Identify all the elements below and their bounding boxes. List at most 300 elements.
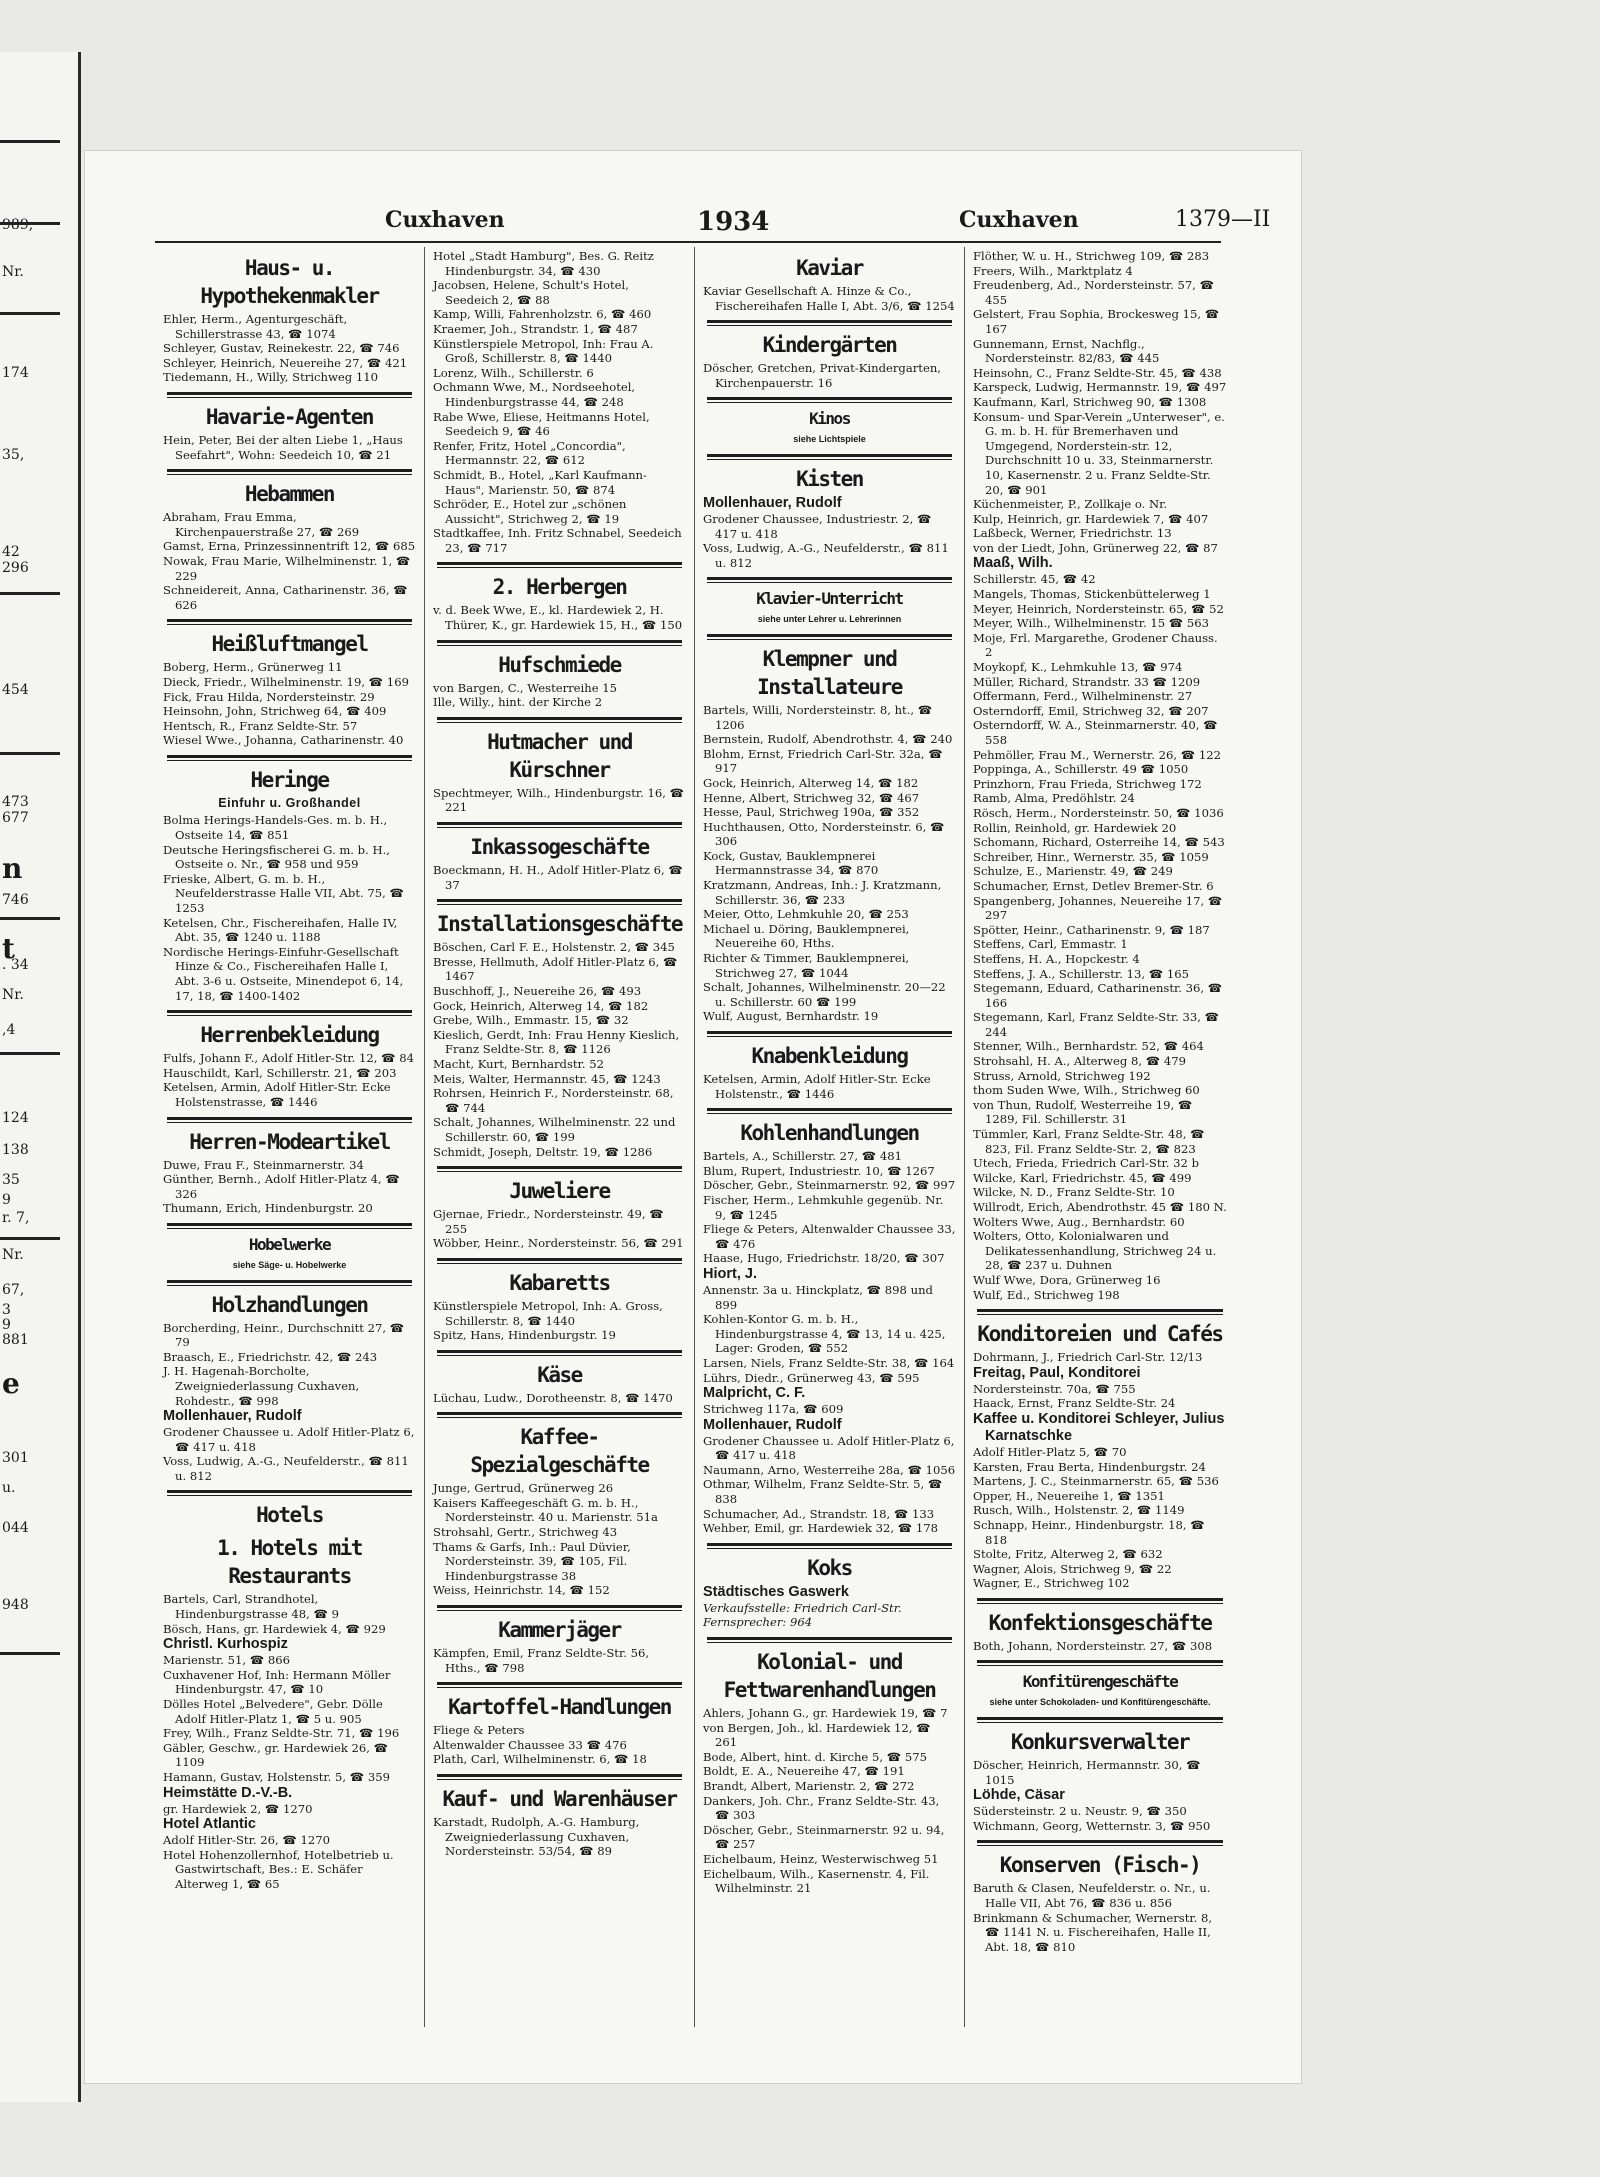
directory-entry: Grodener Chaussee, Industriestr. 2, ☎ 417 u. 418	[703, 511, 932, 541]
section-heading: Holzhandlungen	[211, 1292, 368, 1317]
adjacent-page-fragment: 948	[2, 1597, 29, 1613]
directory-entry: Othmar, Wilhelm, Franz Seldte-Str. 5, ☎ 838	[703, 1477, 943, 1507]
directory-entry: Fernsprecher: 964	[703, 1615, 813, 1630]
section-heading: Juweliere	[509, 1179, 610, 1204]
directory-entry: Dankers, Joh. Chr., Franz Seldte-Str. 43, ☎ 303	[703, 1793, 940, 1823]
adjacent-page-fragment: 301	[2, 1450, 29, 1466]
directory-entry: Döscher, Heinrich, Hermannstr. 30, ☎ 1015	[973, 1758, 1201, 1787]
section-heading: Klavier-Unterricht	[756, 589, 903, 609]
directory-entry: Gäbler, Geschw., gr. Hardewiek 26, ☎ 1109	[163, 1740, 389, 1770]
section-rule	[437, 1350, 682, 1356]
section-heading: Käse	[537, 1362, 582, 1387]
section-rule	[167, 1223, 412, 1229]
section-rule	[977, 1840, 1223, 1846]
section-heading: Konditoreien und Cafés	[977, 1322, 1223, 1347]
directory-entry: Hesse, Paul, Strichweg 190a, ☎ 352	[703, 805, 920, 820]
directory-entry: thom Suden Wwe, Wilh., Strichweg 60	[973, 1083, 1200, 1098]
adjacent-page-fragment: 124	[2, 1110, 29, 1126]
directory-entry: Hein, Peter, Bei der alten Liebe 1, „Haus Seefahrt", Wohn: Seedeich 10, ☎ 21	[163, 432, 403, 462]
section-rule	[167, 619, 412, 625]
section-heading: Hufschmiede	[498, 652, 621, 677]
adjacent-page-fragment: . 34	[2, 957, 29, 973]
adjacent-page-fragment: 454	[2, 682, 29, 698]
directory-entry: Schalt, Johannes, Wilhelminenstr. 20—22 u. Schillerstr. 60 ☎ 199	[703, 980, 946, 1009]
directory-entry: Moykopf, K., Lehmkuhle 13, ☎ 974	[973, 660, 1183, 675]
directory-entry: Schleyer, Gustav, Reinekestr. 22, ☎ 746	[163, 341, 400, 356]
section-rule	[707, 1031, 952, 1037]
section-heading: Kaffee-Spezialgeschäfte	[470, 1425, 649, 1478]
directory-entry: Renfer, Fritz, Hotel „Concordia", Hermannstr. 22, ☎ 612	[433, 438, 626, 468]
section-heading: Klempner und Installateure	[757, 646, 902, 699]
directory-entry: Tiedemann, H., Willy, Strichweg 110	[163, 370, 379, 385]
section-rule	[707, 577, 952, 583]
directory-entry: Kratzmann, Andreas, Inh.: J. Kratzmann, Schillerstr. 36, ☎ 233	[703, 878, 942, 907]
section-rule	[167, 1117, 412, 1123]
directory-entry: Gock, Heinrich, Alterweg 14, ☎ 182	[433, 998, 649, 1013]
directory-entry: Haack, Ernst, Franz Seldte-Str. 24	[973, 1396, 1176, 1411]
header-city-left: Cuxhaven	[385, 207, 505, 233]
directory-entry: Lührs, Diedr., Grünerweg 43, ☎ 595	[703, 1370, 920, 1385]
section-rule	[707, 1637, 952, 1643]
section-heading: Kaviar	[796, 256, 863, 280]
directory-entry: Günther, Bernh., Adolf Hitler-Platz 4, ☎ 326	[163, 1172, 400, 1201]
section-rule	[977, 1660, 1223, 1666]
section-rule	[437, 1412, 682, 1418]
directory-entry: Steffens, Carl, Emmastr. 1	[973, 937, 1128, 952]
adjacent-page-rule	[0, 1237, 60, 1240]
directory-entry: von Thun, Rudolf, Westerreihe 19, ☎ 1289, Fil. Schillerstr. 31	[973, 1097, 1193, 1127]
directory-entry: Küchenmeister, P., Zollkaje o. Nr.	[973, 497, 1168, 512]
directory-entry: Künstlerspiele Metropol, Inh: A. Gross, Schillerstr. 8, ☎ 1440	[433, 1298, 663, 1328]
directory-entry: Flöther, W. u. H., Strichweg 109, ☎ 283	[973, 249, 1210, 263]
directory-entry: Wolters Wwe, Aug., Bernhardstr. 60	[973, 1214, 1185, 1229]
directory-entry: Cuxhavener Hof, Inh: Hermann Möller Hindenburgstr. 47, ☎ 10	[163, 1667, 391, 1697]
section-rule	[437, 822, 682, 828]
directory-entry: Boldt, E. A., Neuereihe 47, ☎ 191	[703, 1764, 905, 1779]
directory-entry: Buschhoff, J., Neuereihe 26, ☎ 493	[433, 984, 642, 998]
adjacent-page-fragment: 42	[2, 544, 20, 560]
adjacent-page-fragment: 138	[2, 1142, 29, 1158]
section-rule	[167, 1280, 412, 1286]
adjacent-page-rule	[0, 1652, 60, 1655]
column-4	[965, 247, 1235, 2027]
directory-entry: gr. Hardewiek 2, ☎ 1270	[163, 1801, 313, 1816]
adjacent-page-fragment: 67,	[2, 1282, 25, 1298]
adjacent-page-edge	[0, 52, 81, 2102]
cross-reference: siehe Lichtspiele	[793, 434, 866, 445]
directory-entry: Künstlerspiele Metropol, Inh: Frau A. Groß, Schillerstr. 8, ☎ 1440	[433, 336, 654, 366]
adjacent-page-fragment: 989,	[2, 217, 34, 233]
section-rule	[977, 1309, 1223, 1315]
directory-entry: Fick, Frau Hilda, Nordersteinstr. 29	[163, 689, 375, 704]
section-rule	[707, 1543, 952, 1549]
directory-entry: Nordersteinstr. 70a, ☎ 755	[973, 1381, 1136, 1396]
section-rule	[437, 1774, 682, 1780]
directory-entry: Altenwalder Chaussee 33 ☎ 476	[433, 1737, 627, 1752]
directory-entry: Hotel Hohenzollernhof, Hotelbetrieb u. Gastwirtschaft, Bes.: E. Schäfer Alterweg 1, ☎ 65	[163, 1847, 394, 1891]
section-heading: Konfitürengeschäfte	[1022, 1672, 1178, 1692]
directory-page	[84, 150, 1302, 2084]
directory-entry: Karspeck, Ludwig, Hermannstr. 19, ☎ 497	[973, 380, 1227, 395]
directory-entry: Bartels, A., Schillerstr. 27, ☎ 481	[703, 1149, 903, 1164]
directory-entry: Spitz, Hans, Hindenburgstr. 19	[433, 1328, 616, 1343]
directory-entry: Döscher, Gebr., Steinmarnerstr. 92, ☎ 997	[703, 1178, 956, 1193]
directory-entry: Stadtkaffee, Inh. Fritz Schnabel, Seedeich 23, ☎ 717	[433, 526, 682, 555]
directory-entry: Hotel „Stadt Hamburg", Bes. G. Reitz Hindenburgstr. 34, ☎ 430	[433, 249, 654, 278]
section-heading: Kabaretts	[509, 1270, 610, 1295]
directory-entry: Huchthausen, Otto, Nordersteinstr. 6, ☎ 306	[703, 819, 945, 849]
directory-entry: Pehmöller, Frau M., Wernerstr. 26, ☎ 122	[973, 747, 1221, 762]
directory-entry: Fischer, Herm., Lehmkuhle gegenüb. Nr. 9, ☎ 1245	[703, 1192, 944, 1222]
directory-entry: Willrodt, Erich, Abendrothstr. 45 ☎ 180 N.	[973, 1200, 1227, 1214]
section-heading: Konkursverwalter	[1010, 1730, 1190, 1755]
section-heading: Kolonial- und Fettwarenhandlungen	[723, 1650, 936, 1703]
section-rule	[437, 717, 682, 723]
section-rule	[437, 1258, 682, 1264]
directory-entry: Eichelbaum, Wilh., Kasernenstr. 4, Fil. Wilhelminstr. 21	[703, 1866, 930, 1896]
section-rule	[437, 1682, 682, 1688]
directory-entry: von Bergen, Joh., kl. Hardewiek 12, ☎ 261	[703, 1720, 931, 1750]
directory-entry: Jacobsen, Helene, Schult's Hotel, Seedeich 2, ☎ 88	[433, 278, 629, 307]
directory-entry: Konsum- und Spar-Verein „Unterweser", e. G. m. b. H. für Bremerhaven und Umgegend, Norderstein-str. 12, Durchschnitt 10 u. 33, Steinmarnerstr. 10, Kasernenstr. 2 u. Franz Seldte-Str. 20, ☎ 901	[973, 409, 1225, 497]
directory-entry: Fulfs, Johann F., Adolf Hitler-Str. 12, ☎ 84	[163, 1051, 414, 1066]
adjacent-page-fragment: n	[2, 852, 23, 885]
directory-entry: Henne, Albert, Strichweg 32, ☎ 467	[703, 790, 920, 805]
directory-entry: Rollin, Reinhold, gr. Hardewiek 20	[973, 820, 1177, 835]
directory-entry: Laßbeck, Werner, Friedrichstr. 13	[973, 526, 1172, 541]
directory-entry: Boeckmann, H. H., Adolf Hitler-Platz 6, ☎ 37	[433, 863, 683, 892]
directory-entry: Karsten, Frau Berta, Hindenburgstr. 24	[973, 1459, 1206, 1474]
section-heading: 2. Herbergen	[492, 575, 627, 600]
directory-entry: Osterndorff, Emil, Strichweg 32, ☎ 207	[973, 703, 1209, 718]
directory-entry: Wiesel Wwe., Johanna, Catharinenstr. 40	[163, 733, 404, 748]
directory-entry: Spötter, Heinr., Catharinenstr. 9, ☎ 187	[973, 922, 1210, 937]
section-rule	[167, 1010, 412, 1016]
section-heading: Kinos	[809, 409, 850, 429]
header-city-right: Cuxhaven	[959, 207, 1079, 233]
adjacent-page-rule	[0, 1052, 60, 1055]
cross-reference: siehe Säge- u. Hobelwerke	[232, 1259, 347, 1270]
section-heading: Inkassogeschäfte	[470, 835, 649, 860]
directory-entry: Wilcke, Karl, Friedrichstr. 45, ☎ 499	[973, 1170, 1192, 1185]
directory-entry: Hentsch, R., Franz Seldte-Str. 57	[163, 718, 358, 733]
adjacent-page-fragment: e	[2, 1367, 20, 1400]
section-heading: Konfektionsgeschäfte	[988, 1610, 1212, 1635]
directory-entry: Plath, Carl, Wilhelminenstr. 6, ☎ 18	[433, 1752, 647, 1767]
directory-entry: Blohm, Ernst, Friedrich Carl-Str. 32a, ☎ 917	[703, 746, 943, 776]
section-heading: Knabenkleidung	[751, 1044, 908, 1068]
section-heading: Heringe	[250, 767, 329, 792]
directory-entry: Rabe Wwe, Eliese, Heitmanns Hotel, Seedeich 9, ☎ 46	[433, 409, 650, 439]
directory-entry: Michael u. Döring, Bauklempnerei, Neuereihe 60, Hths.	[703, 921, 910, 951]
directory-entry: Ille, Willy., hint. der Kirche 2	[433, 695, 603, 710]
directory-entry: Ahlers, Johann G., gr. Hardewiek 19, ☎ 7	[703, 1706, 948, 1721]
directory-entry: Wehber, Emil, gr. Hardewiek 32, ☎ 178	[703, 1521, 938, 1536]
directory-entry: Ochmann Wwe, M., Nordseehotel, Hindenburgstrasse 44, ☎ 248	[433, 380, 636, 409]
directory-entry: Böschen, Carl F. E., Holstenstr. 2, ☎ 345	[433, 940, 675, 955]
directory-entry: Kamp, Willi, Fahrenholzstr. 6, ☎ 460	[433, 307, 652, 322]
directory-entry: Hotel Atlantic	[163, 1816, 256, 1833]
adjacent-page-fragment: 35	[2, 1172, 20, 1188]
directory-entry: Kraemer, Joh., Strandstr. 1, ☎ 487	[433, 321, 638, 336]
directory-entry: Hiort, J.	[703, 1265, 757, 1282]
directory-entry: Rösch, Herm., Nordersteinstr. 50, ☎ 1036	[973, 805, 1224, 820]
directory-entry: Brandt, Albert, Marienstr. 2, ☎ 272	[703, 1779, 915, 1793]
adjacent-page-fragment: 35,	[2, 447, 25, 463]
directory-entry: Offermann, Ferd., Wilhelminenstr. 27	[973, 689, 1193, 704]
directory-entry: Marienstr. 51, ☎ 866	[163, 1653, 290, 1668]
directory-entry: Voss, Ludwig, A.-G., Neufelderstr., ☎ 811 u. 812	[163, 1454, 409, 1483]
section-heading: Haus- u. Hypothekenmakler	[200, 256, 379, 308]
directory-entry: Meier, Otto, Lehmkuhle 20, ☎ 253	[703, 907, 909, 922]
directory-entry: Ketelsen, Armin, Adolf Hitler-Str. Ecke Holstenstrasse, ☎ 1446	[163, 1080, 391, 1109]
section-rule	[167, 755, 412, 761]
directory-entry: Both, Johann, Nordersteinstr. 27, ☎ 308	[973, 1638, 1213, 1653]
directory-entry: Bartels, Willi, Nordersteinstr. 8, ht., ☎ 1206	[703, 702, 933, 732]
directory-entry: Kaviar Gesellschaft A. Hinze & Co., Fischereihafen Halle I, Abt. 3/6, ☎ 1254	[703, 284, 955, 313]
section-rule	[167, 469, 412, 475]
directory-entry: Freudenberg, Ad., Nordersteinstr. 57, ☎ 455	[973, 278, 1215, 307]
directory-entry: Blum, Rupert, Industriestr. 10, ☎ 1267	[703, 1163, 935, 1178]
section-rule	[437, 1605, 682, 1611]
directory-entry: Kaffee u. Konditorei Schleyer, Julius Karnatschke	[973, 1410, 1225, 1444]
directory-entry: Ketelsen, Chr., Fischereihafen, Halle IV, Abt. 35, ☎ 1240 u. 1188	[163, 915, 398, 945]
directory-entry: Weiss, Heinrichstr. 14, ☎ 152	[433, 1583, 610, 1598]
header-rule	[155, 241, 1221, 243]
adjacent-page-fragment: 746	[2, 892, 29, 908]
directory-entry: Junge, Gertrud, Grünerweg 26	[433, 1481, 614, 1496]
directory-entry: Voss, Ludwig, A.-G., Neufelderstr., ☎ 811 u. 812	[703, 541, 949, 570]
directory-entry: Mangels, Thomas, Stickenbüttelerweg 1	[973, 587, 1211, 602]
directory-entry: Müller, Richard, Strandstr. 33 ☎ 1209	[973, 674, 1201, 689]
directory-entry: von der Liedt, John, Grünerweg 22, ☎ 87	[973, 540, 1218, 555]
section-rule	[707, 634, 952, 640]
directory-entry: Grodener Chaussee u. Adolf Hitler-Platz 6, ☎ 417 u. 418	[163, 1425, 415, 1454]
adjacent-page-fragment: Nr.	[2, 1247, 24, 1263]
directory-entry: Kulp, Heinrich, gr. Hardewiek 7, ☎ 407	[973, 511, 1209, 526]
directory-entry: Malpricht, C. F.	[703, 1385, 806, 1402]
directory-entry: Eichelbaum, Heinz, Westerwischweg 51	[703, 1851, 939, 1866]
section-subheading: Einfuhr u. Großhandel	[218, 795, 361, 810]
section-rule	[977, 1717, 1223, 1723]
directory-entry: Dieck, Friedr., Wilhelminenstr. 19, ☎ 169	[163, 674, 409, 689]
directory-entry: Macht, Kurt, Bernhardstr. 52	[433, 1056, 604, 1071]
directory-entry: Stenner, Wilh., Bernhardstr. 52, ☎ 464	[973, 1039, 1204, 1054]
directory-entry: Kohlen-Kontor G. m. b. H., Hindenburgstrasse 4, ☎ 13, 14 u. 425, Lager: Groden, ☎ 552	[703, 1312, 946, 1356]
directory-entry: Ketelsen, Armin, Adolf Hitler-Str. Ecke Holstenstr., ☎ 1446	[703, 1072, 931, 1101]
directory-entry: Hamann, Gustav, Holstenstr. 5, ☎ 359	[163, 1770, 391, 1784]
adjacent-page-rule	[0, 752, 60, 755]
directory-entry: Schreiber, Hinr., Wernerstr. 35, ☎ 1059	[973, 849, 1209, 864]
directory-entry: Boberg, Herm., Grünerweg 11	[163, 660, 343, 675]
adjacent-page-fragment: 9	[2, 1317, 11, 1333]
section-heading: Kauf- und Warenhäuser	[442, 1787, 677, 1811]
directory-entry: Meyer, Heinrich, Nordersteinstr. 65, ☎ 52	[973, 601, 1224, 616]
adjacent-page-fragment: 881	[2, 1332, 29, 1348]
adjacent-page-fragment: 296	[2, 560, 29, 576]
section-heading: Kammerjäger	[498, 1618, 621, 1643]
directory-entry: Schulze, E., Marienstr. 49, ☎ 249	[973, 864, 1173, 879]
directory-entry: Bösch, Hans, gr. Hardewiek 4, ☎ 929	[163, 1621, 386, 1636]
directory-entry: Baruth & Clasen, Neufelderstr. o. Nr., u. Halle VII, Abt 76, ☎ 836 u. 856	[973, 1881, 1211, 1911]
section-rule	[707, 397, 952, 403]
directory-entry: Wagner, E., Strichweg 102	[973, 1576, 1130, 1591]
section-heading: Kindergärten	[762, 333, 897, 358]
section-heading: Installationsgeschäfte	[436, 912, 683, 937]
directory-entry: Fliege & Peters	[433, 1723, 525, 1738]
adjacent-page-fragment: 473	[2, 794, 29, 810]
section-rule	[707, 320, 952, 326]
directory-entry: Bode, Albert, hint. d. Kirche 5, ☎ 575	[703, 1749, 927, 1764]
directory-entry: Spangenberg, Johannes, Neuereihe 17, ☎ 297	[973, 893, 1223, 923]
header-page-number: 1379—II	[1175, 207, 1271, 232]
directory-entry: Städtisches Gaswerk	[703, 1583, 849, 1600]
directory-entry: Gock, Heinrich, Alterweg 14, ☎ 182	[703, 775, 919, 790]
section-rule	[437, 640, 682, 646]
adjacent-page-fragment: u.	[2, 1480, 16, 1496]
directory-entry: Wichmann, Georg, Wetternstr. 3, ☎ 950	[973, 1818, 1211, 1833]
adjacent-page-rule	[0, 222, 60, 225]
directory-entry: Struss, Arnold, Strichweg 192	[973, 1068, 1151, 1083]
section-heading: Kisten	[796, 466, 863, 491]
adjacent-page-rule	[0, 312, 60, 315]
directory-entry: Verkaufsstelle: Friedrich Carl-Str.	[703, 1600, 902, 1615]
directory-entry: Schmidt, B., Hotel, „Karl Kaufmann-Haus", Marienstr. 50, ☎ 874	[433, 467, 647, 497]
directory-entry: Thams & Garfs, Inh.: Paul Düvier, Nordersteinstr. 39, ☎ 105, Fil. Hindenburgstrasse 38	[433, 1539, 631, 1583]
section-heading: Konserven (Fisch-)	[999, 1853, 1201, 1878]
running-header	[85, 207, 1301, 237]
adjacent-page-fragment: 9	[2, 1192, 11, 1208]
directory-entry: Adolf Hitler-Str. 26, ☎ 1270	[163, 1833, 330, 1848]
directory-entry: Strichweg 117a, ☎ 609	[703, 1402, 844, 1417]
directory-entry: Schleyer, Heinrich, Neuereihe 27, ☎ 421	[163, 355, 408, 370]
directory-entry: von Bargen, C., Westerreihe 15	[433, 680, 618, 695]
section-heading: Heißluftmangel	[211, 632, 368, 657]
directory-entry: Annenstr. 3a u. Hinckplatz, ☎ 898 und 899	[703, 1282, 933, 1312]
directory-columns	[155, 247, 1235, 2027]
directory-entry: Heinsohn, John, Strichweg 64, ☎ 409	[163, 704, 387, 719]
adjacent-page-fragment: 3	[2, 1302, 11, 1318]
adjacent-page-fragment: 174	[2, 365, 29, 381]
directory-entry: Kämpfen, Emil, Franz Seldte-Str. 56, Hths., ☎ 798	[433, 1646, 650, 1675]
section-heading: Herrenbekleidung	[200, 1023, 379, 1048]
directory-entry: Grebe, Wilh., Emmastr. 15, ☎ 32	[433, 1013, 629, 1028]
directory-entry: Schomann, Richard, Osterreihe 14, ☎ 543	[973, 835, 1225, 850]
directory-entry: Döscher, Gretchen, Privat-Kindergarten, Kirchenpauerstr. 16	[703, 361, 941, 390]
section-heading: Hebammen	[244, 482, 335, 507]
directory-entry: Adolf Hitler-Platz 5, ☎ 70	[973, 1444, 1127, 1459]
directory-entry: Poppinga, A., Schillerstr. 49 ☎ 1050	[973, 762, 1189, 777]
section-heading: Kartoffel-Handlungen	[448, 1695, 671, 1720]
directory-entry: Stolte, Fritz, Alterweg 2, ☎ 632	[973, 1547, 1163, 1562]
section-rule	[167, 392, 412, 398]
directory-entry: Steffens, H. A., Hopckestr. 4	[973, 951, 1140, 966]
section-rule	[707, 454, 952, 460]
adjacent-page-fragment: t	[2, 932, 15, 965]
directory-entry: Karstadt, Rudolph, A.-G. Hamburg, Zweigniederlassung Cuxhaven, Nordersteinstr. 53/54, ☎ 89	[433, 1815, 640, 1859]
directory-entry: Stegemann, Eduard, Catharinenstr. 36, ☎ 166	[973, 981, 1223, 1010]
column-1	[155, 247, 425, 2027]
directory-entry: Strohsahl, H. A., Alterweg 8, ☎ 479	[973, 1054, 1186, 1069]
adjacent-page-fragment: Nr.	[2, 264, 24, 280]
directory-entry: Richter & Timmer, Bauklempnerei, Strichweg 27, ☎ 1044	[703, 951, 910, 980]
directory-entry: Meyer, Wilh., Wilhelminenstr. 15 ☎ 563	[973, 616, 1210, 631]
section-rule	[437, 1166, 682, 1172]
directory-entry: Rusch, Wilh., Holstenstr. 2, ☎ 1149	[973, 1503, 1185, 1518]
section-rule	[437, 562, 682, 568]
column-3	[695, 247, 965, 2027]
adjacent-page-fragment: Nr.	[2, 987, 24, 1003]
directory-entry: v. d. Beek Wwe, E., kl. Hardewiek 2, H. Thürer, K., gr. Hardewiek 15, H., ☎ 150	[433, 603, 683, 633]
directory-entry: Mollenhauer, Rudolf	[163, 1408, 302, 1425]
directory-entry: Döscher, Gebr., Steinmarnerstr. 92 u. 94, ☎ 257	[703, 1822, 945, 1852]
directory-entry: Duwe, Frau F., Steinmarnerstr. 34	[163, 1157, 364, 1172]
directory-entry: Schumacher, Ernst, Detlev Bremer-Str. 6	[973, 878, 1214, 893]
section-heading: Kohlenhandlungen	[740, 1121, 919, 1146]
directory-entry: Nowak, Frau Marie, Wilhelminenstr. 1, ☎ 229	[163, 553, 411, 583]
directory-entry: Hauschildt, Karl, Schillerstr. 21, ☎ 203	[163, 1065, 397, 1080]
section-rule	[437, 899, 682, 905]
directory-entry: Schillerstr. 45, ☎ 42	[973, 572, 1096, 587]
directory-entry: Naumann, Arno, Westerreihe 28a, ☎ 1056	[703, 1462, 956, 1477]
directory-entry: Prinzhorn, Frau Frieda, Strichweg 172	[973, 776, 1202, 791]
directory-entry: Bartels, Carl, Strandhotel, Hindenburgstrasse 48, ☎ 9	[163, 1592, 340, 1622]
directory-entry: Wulf Wwe, Dora, Grünerweg 16	[973, 1272, 1161, 1287]
directory-entry: Ehler, Herm., Agenturgeschäft, Schillerstrasse 43, ☎ 1074	[163, 312, 348, 341]
directory-entry: Freitag, Paul, Konditorei	[973, 1364, 1141, 1381]
directory-entry: Utech, Frieda, Friedrich Carl-Str. 32 b	[973, 1156, 1200, 1171]
directory-entry: Abraham, Frau Emma, Kirchenpauerstraße 27, ☎ 269	[163, 510, 360, 539]
section-heading: Hotels	[256, 1503, 323, 1528]
directory-entry: Heinsohn, C., Franz Seldte-Str. 45, ☎ 438	[973, 365, 1222, 380]
directory-entry: Löhde, Cäsar	[973, 1787, 1065, 1804]
directory-entry: Grodener Chaussee u. Adolf Hitler-Platz 6, ☎ 417 u. 418	[703, 1433, 955, 1463]
directory-entry: Frieske, Albert, G. m. b. H., Neufelderstrasse Halle VII, Abt. 75, ☎ 1253	[163, 871, 404, 916]
adjacent-page-fragment: 677	[2, 810, 29, 826]
directory-entry: Frey, Wilh., Franz Seldte-Str. 71, ☎ 196	[163, 1726, 400, 1741]
directory-entry: Nordische Herings-Einfuhr-Gesellschaft Hinze & Co., Fischereihafen Halle I, Abt. 3-6 u. Ostseite, Minendepot 6, 14, 17, 18, ☎ 1400-1402	[163, 944, 404, 1003]
directory-entry: Steffens, J. A., Schillerstr. 13, ☎ 165	[973, 966, 1189, 981]
directory-entry: Schnapp, Heinr., Hindenburgstr. 18, ☎ 818	[973, 1517, 1205, 1547]
directory-entry: Moje, Frl. Margarethe, Grodener Chauss. 2	[973, 630, 1218, 660]
directory-entry: Mollenhauer, Rudolf	[703, 494, 842, 511]
adjacent-page-rule	[0, 592, 60, 595]
directory-entry: Borcherding, Heinr., Durchschnitt 27, ☎ 79	[163, 1320, 405, 1350]
directory-entry: Lüchau, Ludw., Dorotheenstr. 8, ☎ 1470	[433, 1390, 673, 1405]
section-heading: Koks	[807, 1555, 852, 1580]
header-year: 1934	[697, 207, 770, 237]
adjacent-page-fragment: ,4	[2, 1022, 16, 1038]
directory-entry: Strohsahl, Gertr., Strichweg 43	[433, 1525, 618, 1540]
directory-entry: Bernstein, Rudolf, Abendrothstr. 4, ☎ 240	[703, 732, 953, 747]
adjacent-page-fragment: r. 7,	[2, 1210, 30, 1226]
directory-entry: Kaisers Kaffeegeschäft G. m. b. H., Nordersteinstr. 40 u. Marienstr. 51a	[433, 1495, 658, 1525]
directory-entry: Wagner, Alois, Strichweg 9, ☎ 22	[973, 1561, 1172, 1576]
directory-entry: Gamst, Erna, Prinzessinnentrift 12, ☎ 685	[163, 539, 416, 554]
directory-entry: Ramb, Alma, Predöhlstr. 24	[973, 791, 1135, 806]
directory-entry: Kaufmann, Karl, Strichweg 90, ☎ 1308	[973, 394, 1207, 409]
directory-entry: Christl. Kurhospiz	[163, 1636, 288, 1653]
directory-entry: Bresse, Hellmuth, Adolf Hitler-Platz 6, ☎ 1467	[433, 954, 678, 984]
directory-entry: Südersteinstr. 2 u. Neustr. 9, ☎ 350	[973, 1804, 1187, 1819]
directory-entry: Kieslich, Gerdt, Inh: Frau Henny Kieslich, Franz Seldte-Str. 8, ☎ 1126	[433, 1027, 680, 1057]
directory-entry: Schmidt, Joseph, Deltstr. 19, ☎ 1286	[433, 1144, 653, 1159]
directory-entry: Larsen, Niels, Franz Seldte-Str. 38, ☎ 164	[703, 1355, 955, 1370]
directory-entry: Schalt, Johannes, Wilhelminenstr. 22 und Schillerstr. 60, ☎ 199	[433, 1115, 676, 1144]
column-2	[425, 247, 695, 2027]
directory-entry: Deutsche Heringsfischerei G. m. b. H., Ostseite o. Nr., ☎ 958 und 959	[163, 842, 390, 872]
directory-entry: Freers, Wilh., Marktplatz 4	[973, 263, 1133, 278]
